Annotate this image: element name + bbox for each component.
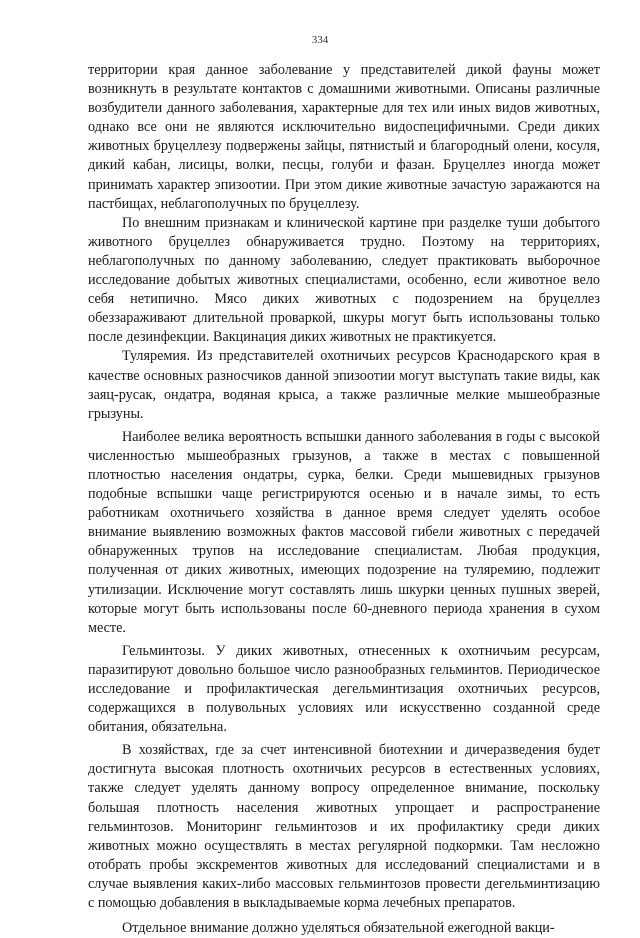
paragraph-helminthiases-monitoring: В хозяйствах, где за счет интенсивной биотехнии и дичеразведения будет достигнута высокая плотность охотничьих ресурсов в естественных условиях, также следует уделять данному вопросу определенное внимание, поскольку большая плотность населения животных упрощает и распространение гельминтозов. Мониторинг гельминтозов и их профилактику среди диких животных можно осуществлять в местах регулярной подкормки. Там несложно отобрать пробы экскрементов животных для исследований специалистами и в случае выявления каких-либо массовых гельминтозов провести дегельминтизацию с помощью добавления в выкладываемые корма лечебных препаратов. [88,742,600,912]
body-text [88,61,600,938]
paragraph-brucellosis-detection: По внешним признакам и клинической картине при разделке туши добытого животного бруцеллез обнаруживается трудно. Поэтому на территориях, неблагополучных по данному заболеванию, следует практиковать выборочное исследование добытых животных специалистами, особенно, если животное вело себя нетипично. Мясо диких животных с подозрением на бруцеллез обеззараживают длительной проваркой, шкуры могут быть использованы только после дезинфекции. Вакцинация диких животных не практикуется. [88,214,600,346]
page-number: 334 [311,34,329,46]
paragraph-tularemia-outbreaks: Наиболее велика вероятность вспышки данного заболевания в годы с высокой численностью мышеобразных грызунов, а также в местах с повышенной плотностью населения ондатры, сурка, белки. Среди мышевидных грызунов подобные вспышки чаще регистрируются осенью и в начале зимы, то есть работникам охотничьего хозяйства в данное время следует уделять особое внимание выявлению возможных фактов массовой гибели животных с передачей обнаруженных трупов на исследование специалистам. Любая продукция, полученная от диких животных, имеющих подозрение на туляремию, подлежит утилизации. Исключение могут составлять лишь шкурки ценных пушных зверей, которые могут быть использованы после 60-дневного периода хранения в сухом месте. [88,428,600,636]
paragraph-helminthiases-intro: Гельминтозы. У диких животных, отнесенных к охотничьим ресурсам, паразитируют довольно большое число разнообразных гельминтов. Периодическое исследование и профилактическая дегельминтизация охотничьих ресурсов, содержащихся в полувольных условиях или искусственно созданной среде обитания, обязательна. [88,642,600,736]
paragraph-vaccination-start: Отдельное внимание должно уделяться обязательной ежегодной вакци- [122,920,555,937]
paragraph-tularemia-intro: Туляремия. Из представителей охотничьих ресурсов Краснодарского края в качестве основных разносчиков данной эпизоотии могут выступать такие виды, как заяц-русак, ондатра, водяная крыса, а также различные мелкие мышеобразные грызуны. [88,348,600,422]
paragraph-brucellosis-continued: территории края данное заболевание у представителей дикой фауны может возникнуть в результате контактов с домашними животными. Описаны различные возбудители данного заболевания, характерные для тех или иных видов животных, однако все они не являются исключительно видоспецифичными. Среди диких животных бруцеллезу подвержены зайцы, пятнистый и благородный олени, косуля, дикий кабан, лисицы, волки, песцы, голуби и фазан. Бруцеллез иногда может принимать характер эпизоотии. При этом дикие животные зачастую заражаются на пастбищах, неблагополучных по бруцеллезу. [88,62,600,212]
